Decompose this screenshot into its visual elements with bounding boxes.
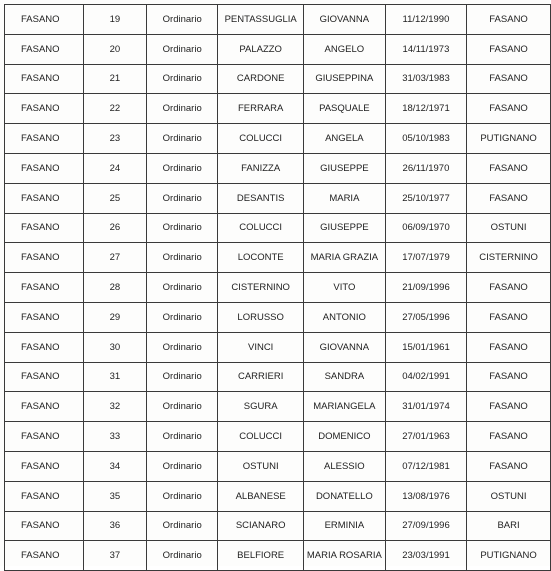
- birthplace-cell: FASANO: [467, 451, 551, 481]
- type-cell: Ordinario: [147, 64, 218, 94]
- city-cell: FASANO: [5, 451, 84, 481]
- name-cell: GIOVANNA: [303, 5, 385, 35]
- birth-date-cell: 25/10/1977: [385, 183, 466, 213]
- number-cell: 31: [83, 362, 146, 392]
- type-cell: Ordinario: [147, 422, 218, 452]
- table-row: [5, 392, 551, 422]
- surname-cell: CARDONE: [218, 64, 304, 94]
- birth-date-cell: 27/05/1996: [385, 302, 466, 332]
- number-cell: 34: [83, 451, 146, 481]
- number-cell: 26: [83, 213, 146, 243]
- name-cell: PASQUALE: [303, 94, 385, 124]
- number-cell: 25: [83, 183, 146, 213]
- surname-cell: PALAZZO: [218, 34, 304, 64]
- number-cell: 33: [83, 422, 146, 452]
- surname-cell: DESANTIS: [218, 183, 304, 213]
- surname-cell: ALBANESE: [218, 481, 304, 511]
- city-cell: FASANO: [5, 273, 84, 303]
- table-row: [5, 124, 551, 154]
- name-cell: MARIANGELA: [303, 392, 385, 422]
- name-cell: MARIA: [303, 183, 385, 213]
- number-cell: 20: [83, 34, 146, 64]
- city-cell: FASANO: [5, 124, 84, 154]
- type-cell: Ordinario: [147, 124, 218, 154]
- birth-date-cell: 27/09/1996: [385, 511, 466, 541]
- birthplace-cell: BARI: [467, 511, 551, 541]
- city-cell: FASANO: [5, 94, 84, 124]
- table-row: [5, 34, 551, 64]
- number-cell: 28: [83, 273, 146, 303]
- table-row: [5, 451, 551, 481]
- birth-date-cell: 15/01/1961: [385, 332, 466, 362]
- city-cell: FASANO: [5, 481, 84, 511]
- number-cell: 35: [83, 481, 146, 511]
- number-cell: 36: [83, 511, 146, 541]
- table-row: [5, 94, 551, 124]
- city-cell: FASANO: [5, 64, 84, 94]
- table-row: [5, 541, 551, 571]
- table-row: [5, 183, 551, 213]
- birthplace-cell: CISTERNINO: [467, 243, 551, 273]
- city-cell: FASANO: [5, 34, 84, 64]
- surname-cell: SCIANARO: [218, 511, 304, 541]
- surname-cell: LOCONTE: [218, 243, 304, 273]
- roster-table: [4, 4, 551, 571]
- number-cell: 22: [83, 94, 146, 124]
- type-cell: Ordinario: [147, 392, 218, 422]
- type-cell: Ordinario: [147, 362, 218, 392]
- type-cell: Ordinario: [147, 243, 218, 273]
- surname-cell: SGURA: [218, 392, 304, 422]
- birthplace-cell: FASANO: [467, 153, 551, 183]
- city-cell: FASANO: [5, 332, 84, 362]
- type-cell: Ordinario: [147, 34, 218, 64]
- surname-cell: COLUCCI: [218, 422, 304, 452]
- type-cell: Ordinario: [147, 481, 218, 511]
- table-row: [5, 153, 551, 183]
- type-cell: Ordinario: [147, 213, 218, 243]
- type-cell: Ordinario: [147, 94, 218, 124]
- birth-date-cell: 07/12/1981: [385, 451, 466, 481]
- birth-date-cell: 14/11/1973: [385, 34, 466, 64]
- city-cell: FASANO: [5, 422, 84, 452]
- number-cell: 24: [83, 153, 146, 183]
- city-cell: FASANO: [5, 243, 84, 273]
- table-row: [5, 332, 551, 362]
- birth-date-cell: 13/08/1976: [385, 481, 466, 511]
- surname-cell: CISTERNINO: [218, 273, 304, 303]
- surname-cell: LORUSSO: [218, 302, 304, 332]
- name-cell: GIUSEPPE: [303, 153, 385, 183]
- name-cell: ALESSIO: [303, 451, 385, 481]
- number-cell: 21: [83, 64, 146, 94]
- city-cell: FASANO: [5, 362, 84, 392]
- surname-cell: FANIZZA: [218, 153, 304, 183]
- name-cell: VITO: [303, 273, 385, 303]
- type-cell: Ordinario: [147, 302, 218, 332]
- roster-body: [5, 5, 551, 571]
- name-cell: ANGELA: [303, 124, 385, 154]
- name-cell: GIUSEPPINA: [303, 64, 385, 94]
- number-cell: 23: [83, 124, 146, 154]
- table-row: [5, 213, 551, 243]
- type-cell: Ordinario: [147, 5, 218, 35]
- number-cell: 37: [83, 541, 146, 571]
- name-cell: ANGELO: [303, 34, 385, 64]
- birthplace-cell: PUTIGNANO: [467, 124, 551, 154]
- birth-date-cell: 26/11/1970: [385, 153, 466, 183]
- city-cell: FASANO: [5, 541, 84, 571]
- table-row: [5, 5, 551, 35]
- type-cell: Ordinario: [147, 273, 218, 303]
- table-row: [5, 64, 551, 94]
- birthplace-cell: FASANO: [467, 332, 551, 362]
- birthplace-cell: FASANO: [467, 302, 551, 332]
- city-cell: FASANO: [5, 5, 84, 35]
- type-cell: Ordinario: [147, 183, 218, 213]
- type-cell: Ordinario: [147, 153, 218, 183]
- birth-date-cell: 27/01/1963: [385, 422, 466, 452]
- city-cell: FASANO: [5, 392, 84, 422]
- birth-date-cell: 31/01/1974: [385, 392, 466, 422]
- name-cell: GIUSEPPE: [303, 213, 385, 243]
- surname-cell: OSTUNI: [218, 451, 304, 481]
- name-cell: MARIA GRAZIA: [303, 243, 385, 273]
- table-row: [5, 422, 551, 452]
- birth-date-cell: 04/02/1991: [385, 362, 466, 392]
- name-cell: GIOVANNA: [303, 332, 385, 362]
- birthplace-cell: FASANO: [467, 422, 551, 452]
- birthplace-cell: FASANO: [467, 362, 551, 392]
- birthplace-cell: PUTIGNANO: [467, 541, 551, 571]
- table-row: [5, 302, 551, 332]
- birthplace-cell: FASANO: [467, 64, 551, 94]
- birth-date-cell: 11/12/1990: [385, 5, 466, 35]
- name-cell: DOMENICO: [303, 422, 385, 452]
- birthplace-cell: FASANO: [467, 273, 551, 303]
- surname-cell: BELFIORE: [218, 541, 304, 571]
- number-cell: 32: [83, 392, 146, 422]
- city-cell: FASANO: [5, 302, 84, 332]
- name-cell: ANTONIO: [303, 302, 385, 332]
- number-cell: 30: [83, 332, 146, 362]
- name-cell: ERMINIA: [303, 511, 385, 541]
- surname-cell: COLUCCI: [218, 124, 304, 154]
- name-cell: DONATELLO: [303, 481, 385, 511]
- surname-cell: FERRARA: [218, 94, 304, 124]
- birthplace-cell: FASANO: [467, 5, 551, 35]
- birth-date-cell: 17/07/1979: [385, 243, 466, 273]
- city-cell: FASANO: [5, 183, 84, 213]
- type-cell: Ordinario: [147, 451, 218, 481]
- birthplace-cell: FASANO: [467, 392, 551, 422]
- surname-cell: PENTASSUGLIA: [218, 5, 304, 35]
- city-cell: FASANO: [5, 213, 84, 243]
- table-row: [5, 243, 551, 273]
- city-cell: FASANO: [5, 511, 84, 541]
- type-cell: Ordinario: [147, 332, 218, 362]
- number-cell: 29: [83, 302, 146, 332]
- number-cell: 19: [83, 5, 146, 35]
- birth-date-cell: 21/09/1996: [385, 273, 466, 303]
- birth-date-cell: 06/09/1970: [385, 213, 466, 243]
- birth-date-cell: 18/12/1971: [385, 94, 466, 124]
- table-row: [5, 481, 551, 511]
- name-cell: MARIA ROSARIA: [303, 541, 385, 571]
- birth-date-cell: 31/03/1983: [385, 64, 466, 94]
- birthplace-cell: OSTUNI: [467, 481, 551, 511]
- city-cell: FASANO: [5, 153, 84, 183]
- birth-date-cell: 05/10/1983: [385, 124, 466, 154]
- birthplace-cell: FASANO: [467, 94, 551, 124]
- surname-cell: COLUCCI: [218, 213, 304, 243]
- surname-cell: CARRIERI: [218, 362, 304, 392]
- name-cell: SANDRA: [303, 362, 385, 392]
- type-cell: Ordinario: [147, 511, 218, 541]
- table-row: [5, 273, 551, 303]
- number-cell: 27: [83, 243, 146, 273]
- birthplace-cell: FASANO: [467, 34, 551, 64]
- birthplace-cell: FASANO: [467, 183, 551, 213]
- birthplace-cell: OSTUNI: [467, 213, 551, 243]
- type-cell: Ordinario: [147, 541, 218, 571]
- surname-cell: VINCI: [218, 332, 304, 362]
- table-row: [5, 362, 551, 392]
- table-row: [5, 511, 551, 541]
- birth-date-cell: 23/03/1991: [385, 541, 466, 571]
